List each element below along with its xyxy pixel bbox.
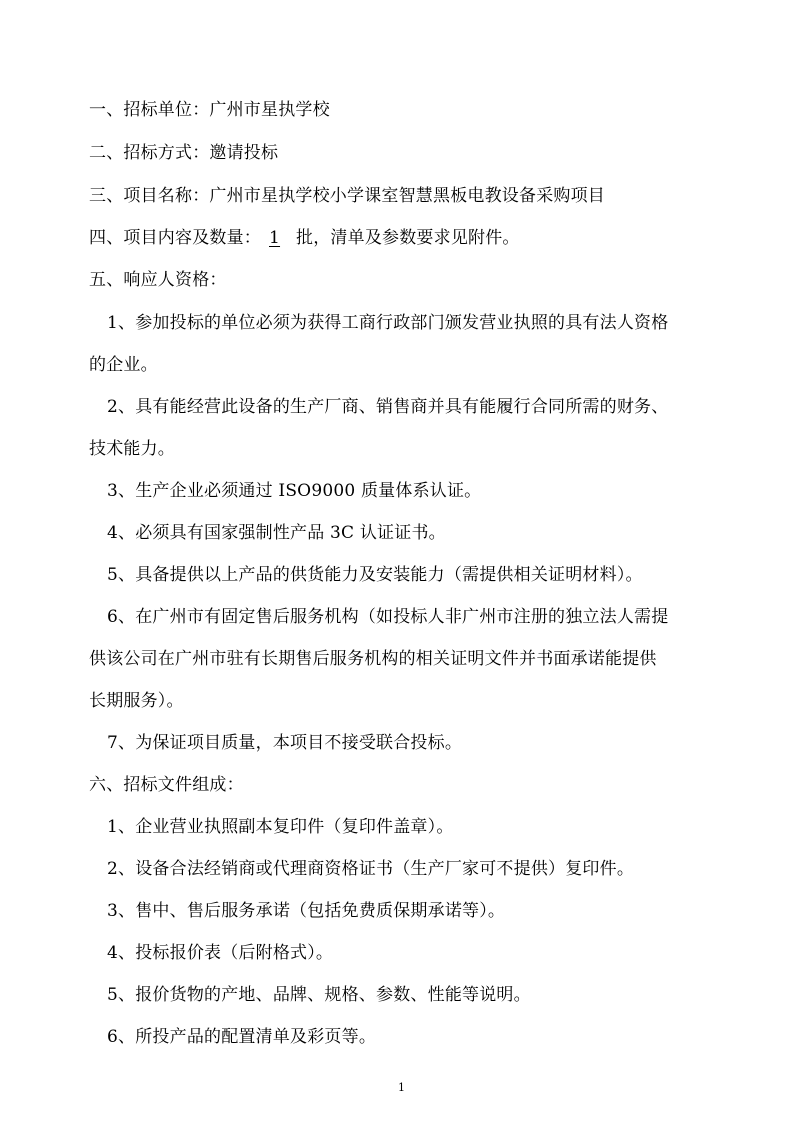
page-number: 1 <box>398 1081 405 1094</box>
section-5-item-4: 4、必须具有国家强制性产品 3C 认证证书。 <box>107 523 446 543</box>
tender-method-line: 二、招标方式：邀请投标 <box>89 143 279 163</box>
quantity-prefix: 四、项目内容及数量： <box>89 228 261 248</box>
tender-unit-line: 一、招标单位：广州市星执学校 <box>89 100 330 120</box>
section-5-item-1-line-1: 1、参加投标的单位必须为获得工商行政部门颁发营业执照的具有法人资格 <box>107 313 669 333</box>
quantity-suffix: 批，清单及参数要求见附件。 <box>296 228 520 248</box>
quantity-value: 1 <box>269 228 281 248</box>
section-5-item-3: 3、生产企业必须通过 ISO9000 质量体系认证。 <box>107 481 482 501</box>
section-5-item-6-line-2: 供该公司在广州市驻有长期售后服务机构的相关证明文件并书面承诺能提供 <box>89 649 657 669</box>
section-6-item-3: 3、售中、售后服务承诺（包括免费质保期承诺等）。 <box>107 901 506 921</box>
section-6-item-4: 4、投标报价表（后附格式）。 <box>107 943 334 963</box>
section-5-item-5: 5、具备提供以上产品的供货能力及安装能力（需提供相关证明材料）。 <box>107 565 643 585</box>
section-5-item-1-line-2: 的企业。 <box>89 355 158 375</box>
section-6-heading: 六、招标文件组成： <box>89 775 244 795</box>
section-5-item-6-line-3: 长期服务）。 <box>89 691 184 711</box>
project-name-line: 三、项目名称：广州市星执学校小学课室智慧黑板电教设备采购项目 <box>89 186 605 206</box>
section-6-item-6: 6、所投产品的配置清单及彩页等。 <box>107 1027 377 1047</box>
section-5-item-2-line-1: 2、具有能经营此设备的生产厂商、销售商并具有能履行合同所需的财务、 <box>107 397 669 417</box>
section-5-heading: 五、响应人资格： <box>89 270 227 290</box>
section-6-item-5: 5、报价货物的产地、品牌、规格、参数、性能等说明。 <box>107 985 531 1005</box>
section-6-item-2: 2、设备合法经销商或代理商资格证书（生产厂家可不提供）复印件。 <box>107 859 635 879</box>
project-quantity-line <box>89 227 520 249</box>
section-5-item-6-line-1: 6、在广州市有固定售后服务机构（如投标人非广州市注册的独立法人需提 <box>107 607 669 627</box>
section-6-item-1: 1、企业营业执照副本复印件（复印件盖章）。 <box>107 817 454 837</box>
section-5-item-2-line-2: 技术能力。 <box>89 439 175 459</box>
section-5-item-7: 7、为保证项目质量，本项目不接受联合投标。 <box>107 733 463 753</box>
